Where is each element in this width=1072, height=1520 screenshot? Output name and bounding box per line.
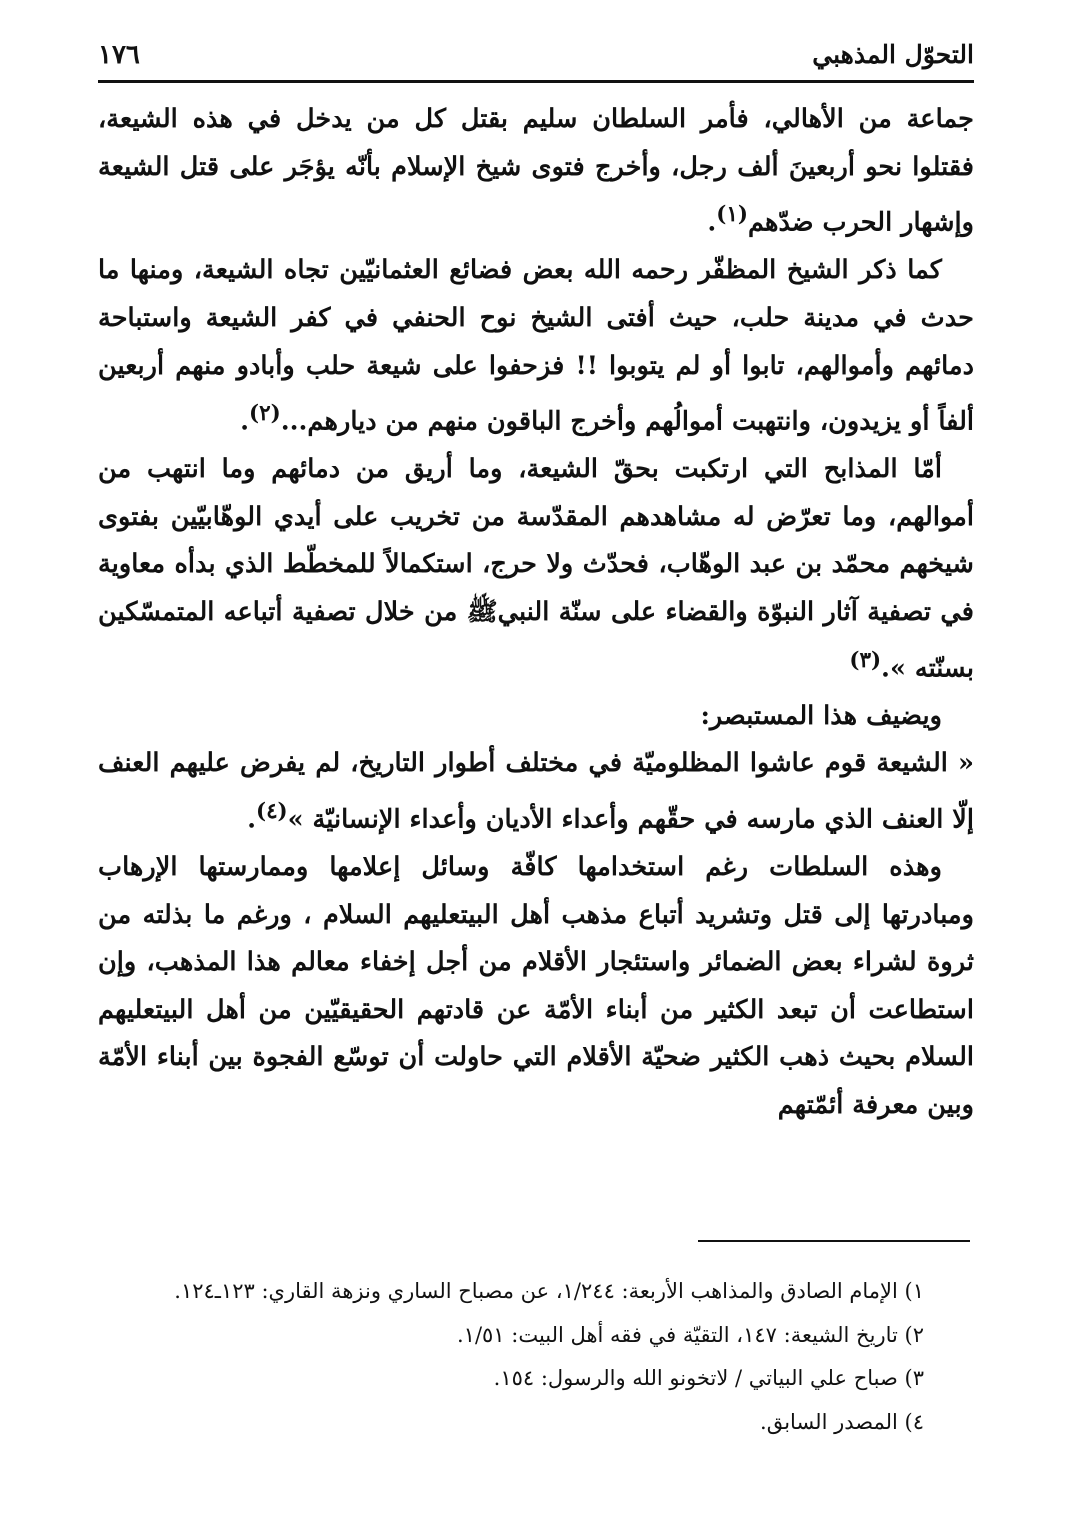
footnote-item: ٣) صباح علي البياتي / لاتخونو الله والرسول: ١٥٤. (493, 1366, 924, 1390)
body-text (98, 96, 974, 1130)
running-title: التحوّل المذهبي (812, 40, 974, 69)
page-header (98, 36, 974, 83)
paragraph-1-text: جماعة من الأهالي، فأمر السلطان سليم بقتل كل من يدخل في هذه الشيعة، فقتلوا نحو أربعينَ ألف رجل، وأخرج فتوى شيخ الإسلام بأنّه يؤجَر على قتل الشيعة وإشهار الحرب ضدّهم (98, 104, 974, 238)
paragraph-1-end: . (707, 207, 717, 238)
paragraph-1 (98, 96, 974, 247)
paragraph-6: وهذه السلطات رغم استخدامها كافّة وسائل إعلامها وممارستها الإرهاب ومبادرتها إلى قتل وتشريد أتباع مذهب أهل البيتعليهم السلام ، ورغم ما بذلته من ثروة لشراء بعض الضمائر واستئجار الأقلام من أجل إخفاء معالم هذا المذهب، وإن استطاعت أن تبعد الكثير من أبناء الأمّة عن قادتهم الحقيقيّين من أهل البيتعليهم السلام بحيث ذهب الكثير ضحيّة الأقلام التي حاولت أن توسّع الفجوة بين أبناء الأمّة وبين معرفة أئمّتهم (98, 852, 974, 1120)
paragraph-3 (98, 446, 974, 693)
paragraph-3-text: أمّا المذابح التي ارتكبت بحقّ الشيعة، وما أريق من دمائهم وما انتهب من أموالهم، وما تعرّض له مشاهدهم المقدّسة من تخريب على أيدي الوهّابيّين بفتوى شيخهم محمّد بن عبد الوهّاب، فحدّث ولا حرج، استكمالاً للمخطّط الذي بدأه معاوية في تصفية آثار النبوّة والقضاء على سنّة النبيﷺ من خلال تصفية أتباعه المتمسّكين بسنّته ». (98, 454, 974, 684)
page-number: ١٧٦ (98, 40, 140, 70)
footnotes (98, 1270, 924, 1444)
footnote-item: ١) الإمام الصادق والمذاهب الأربعة: ١/٢٤٤، عن مصباح الساري ونزهة القاري: ١٢٣ـ١٢٤. (174, 1279, 924, 1303)
footnote-item: ٤) المصدر السابق. (760, 1409, 924, 1434)
footnote-ref-3: (٣) (849, 647, 882, 673)
paragraph-4: ويضيف هذا المستبصر: (700, 700, 942, 731)
quotation-paragraph (98, 740, 974, 844)
footnote-ref-2: (٢) (249, 401, 281, 427)
quotation-end: . (247, 804, 256, 835)
paragraph-2 (98, 247, 974, 446)
quotation-text: « الشيعة قوم عاشوا المظلوميّة في مختلف أطوار التاريخ، لم يفرض عليهم العنف إلّا العنف الذي مارسه في حقّهم وأعداء الأديان وأعداء الإنسانيّة » (98, 748, 974, 835)
footnote-ref-4: (٤) (255, 798, 288, 824)
footnote-ref-1: (١) (716, 202, 748, 228)
paragraph-2-end: . (240, 406, 250, 437)
footnote-item: ٢) تاريخ الشيعة: ١٤٧، التقيّة في فقه أهل البيت: ١/٥١. (456, 1322, 924, 1347)
paragraph-2-text: كما ذكر الشيخ المظفّر رحمه الله بعض فضائع العثمانيّين تجاه الشيعة، ومنها ما حدث في مدينة حلب، حيث أفتى الشيخ نوح الحنفي في كفر الشيعة واستباحة دمائهم وأموالهم، تابوا أو لم يتوبوا !! فزحفوا على شيعة حلب وأبادو منهم أربعين ألفاً أو يزيدون، وانتهبت أموالُهم وأخرج الباقون منهم من ديارهم... (98, 255, 974, 437)
footnote-divider (698, 1240, 970, 1242)
